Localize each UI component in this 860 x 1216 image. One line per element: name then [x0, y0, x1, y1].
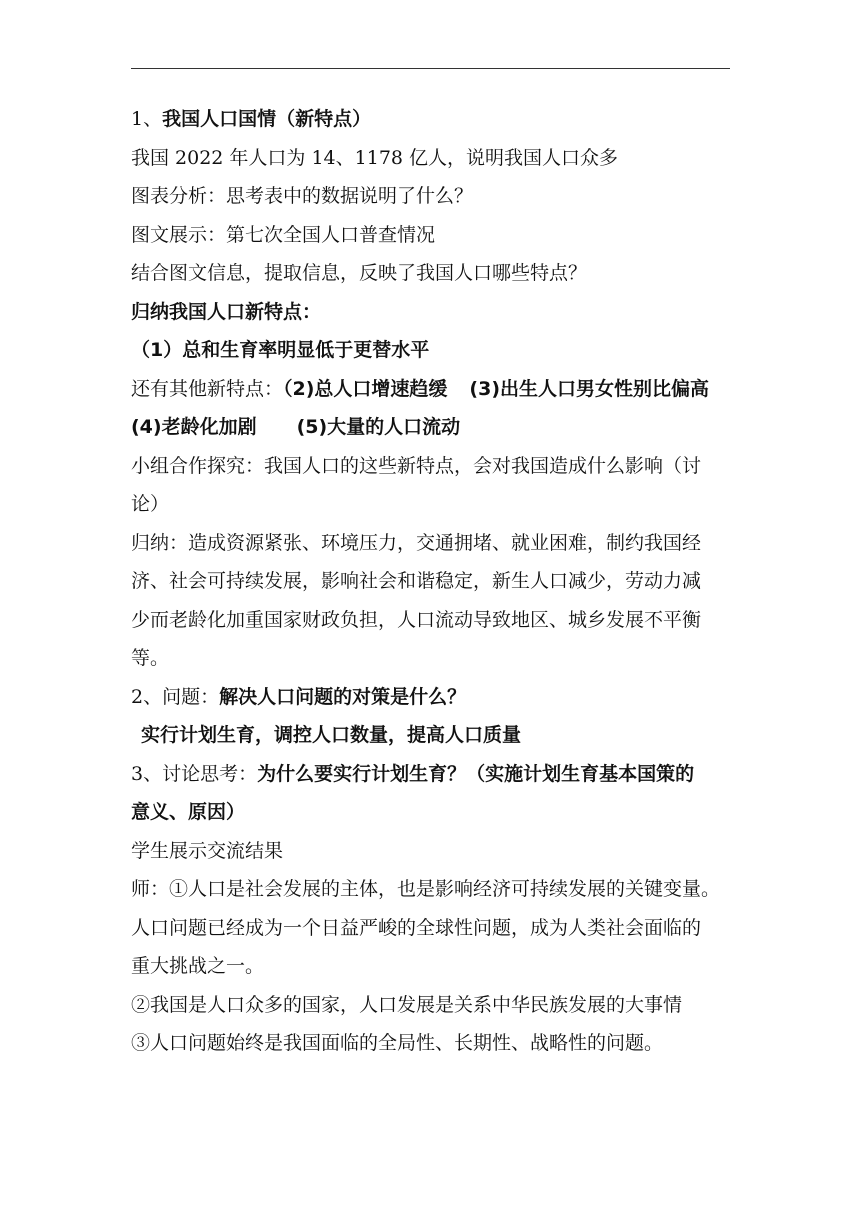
- section3-question-line-1: [131, 755, 731, 794]
- section2-question: [131, 678, 731, 717]
- feature-1: （1）总和生育率明显低于更替水平: [131, 339, 430, 361]
- document-body: [131, 100, 731, 1063]
- header-rule: [131, 68, 730, 69]
- population-line: 我国 2022 年人口为 14、1178 亿人，说明我国人口众多: [131, 146, 619, 169]
- induction-line-1: 归纳：造成资源紧张、环境压力，交通拥堵、就业困难，制约我国经: [131, 531, 702, 554]
- section2-prefix: 2、问题：: [131, 685, 220, 708]
- student-display-line: 学生展示交流结果: [131, 839, 284, 862]
- group-inquiry-line-1: 小组合作探究：我国人口的这些新特点，会对我国造成什么影响（讨: [131, 454, 702, 477]
- summary-heading: 归纳我国人口新特点：: [131, 300, 322, 323]
- point-2-line: ②我国是人口众多的国家，人口发展是关系中华民族发展的大事情: [131, 993, 683, 1016]
- point-3-line: ③人口问题始终是我国面临的全局性、长期性、战略性的问题。: [131, 1032, 664, 1054]
- other-features-line: [131, 370, 731, 409]
- teacher-line-2: 人口问题已经成为一个日益严峻的全球性问题，成为人类社会面临的: [131, 916, 702, 939]
- section2-answer: 实行计划生育，调控人口数量，提高人口质量: [141, 724, 522, 746]
- section3-question-line-2: 意义、原因）: [131, 801, 246, 823]
- induction-line-4: 等。: [131, 647, 170, 669]
- induction-line-3: 少而老龄化加重国家财政负担，人口流动导致地区、城乡发展不平衡: [131, 608, 702, 631]
- extract-info-line: 结合图文信息，提取信息，反映了我国人口哪些特点？: [131, 262, 588, 284]
- feature-4: (4)老龄化加剧: [131, 416, 257, 438]
- feature-3: (3)出生人口男女性别比偏高: [469, 377, 710, 400]
- feature-2: （2)总人口增速趋缓: [283, 377, 448, 400]
- section1-heading: [131, 100, 731, 139]
- section1-heading-number: 1、: [131, 108, 163, 130]
- feature-5: (5)大量的人口流动: [296, 416, 461, 438]
- section2-question-text: 解决人口问题的对策是什么？: [219, 685, 467, 708]
- induction-line-2: 济、社会可持续发展，影响社会和谐稳定，新生人口减少，劳动力减: [131, 570, 702, 592]
- census-display-line: 图文展示：第七次全国人口普查情况: [131, 223, 436, 246]
- section3-prefix: 3、讨论思考：: [131, 762, 258, 785]
- teacher-line-1: 师：①人口是社会发展的主体，也是影响经济可持续发展的关键变量。: [131, 878, 721, 900]
- section3-question-text: 为什么要实行计划生育？（实施计划生育基本国策的: [257, 762, 695, 785]
- features-4-5-line: [131, 408, 731, 447]
- other-features-prefix: 还有其他新特点：: [131, 377, 284, 400]
- section1-heading-title: 我国人口国情（新特点）: [162, 108, 372, 130]
- chart-analysis-line: 图表分析：思考表中的数据说明了什么？: [131, 185, 474, 207]
- group-inquiry-line-2: 论）: [131, 493, 170, 515]
- teacher-line-3: 重大挑战之一。: [131, 955, 265, 977]
